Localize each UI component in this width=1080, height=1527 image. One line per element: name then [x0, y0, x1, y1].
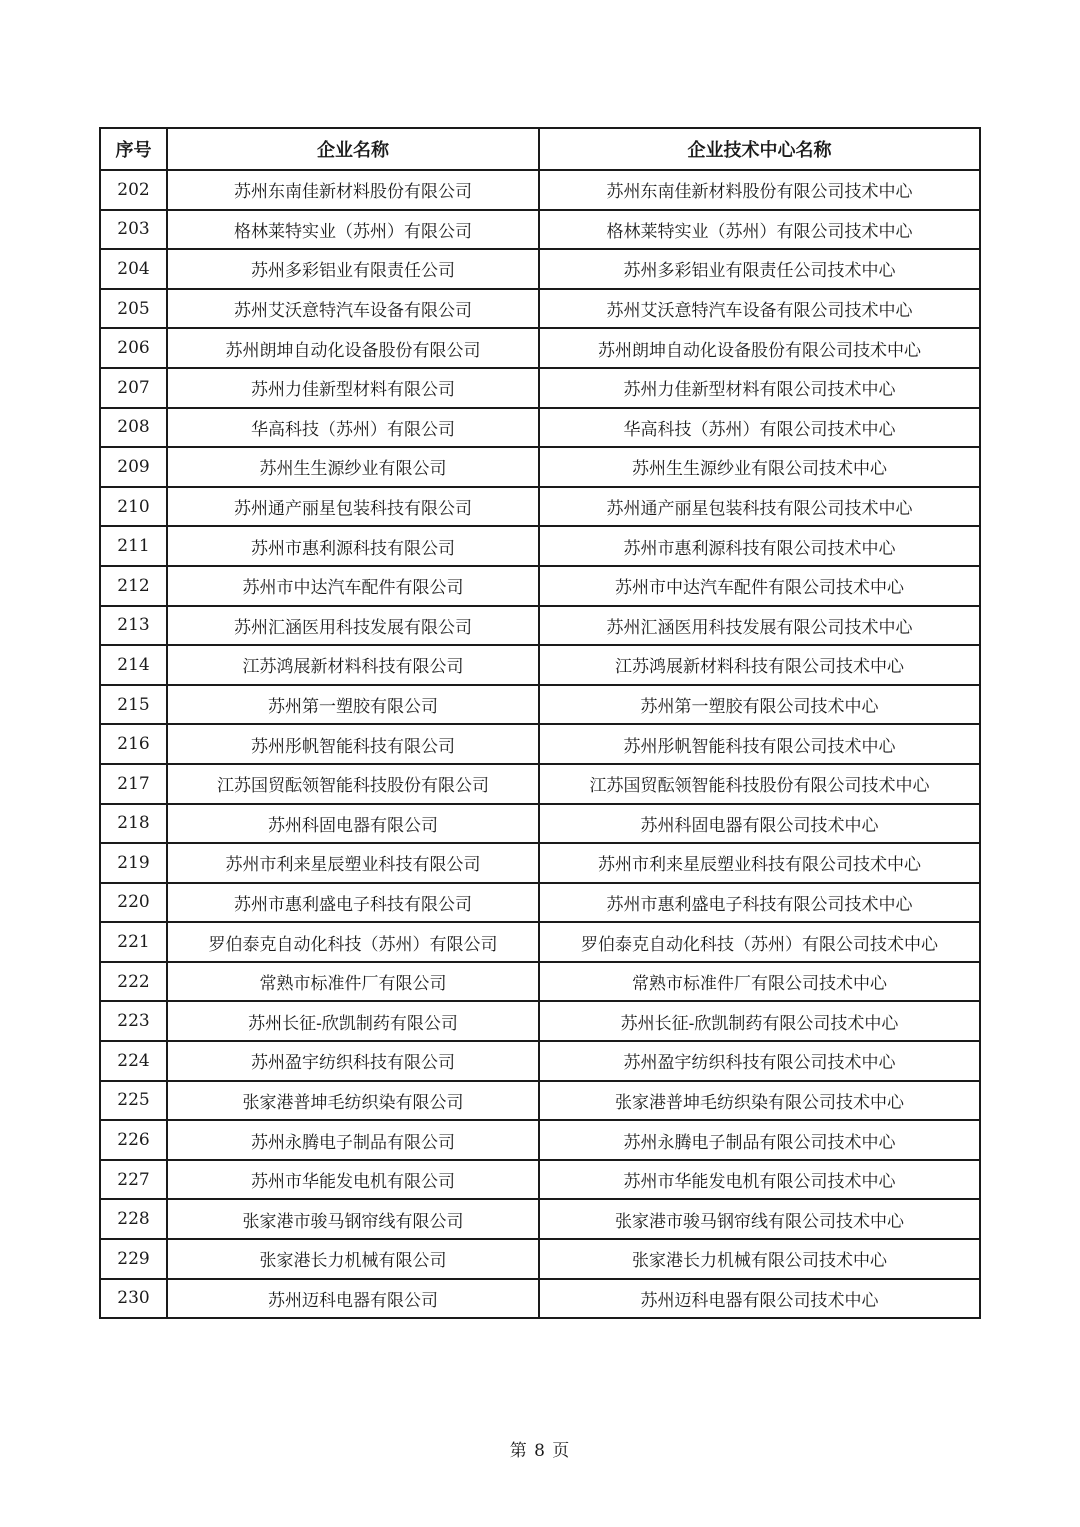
tech-center-name-cell: 江苏国贸酝领智能科技股份有限公司技术中心 [539, 764, 980, 804]
seq-cell: 203 [100, 210, 167, 250]
seq-cell: 207 [100, 368, 167, 408]
tech-center-name-cell: 江苏鸿展新材料科技有限公司技术中心 [539, 645, 980, 685]
table-row [100, 843, 980, 883]
table-row [100, 962, 980, 1002]
company-name-cell: 苏州市惠利盛电子科技有限公司 [167, 883, 539, 923]
tech-center-name-cell: 华高科技（苏州）有限公司技术中心 [539, 408, 980, 448]
tech-center-name-cell: 苏州通产丽星包装科技有限公司技术中心 [539, 487, 980, 527]
header-tech-center-name: 企业技术中心名称 [539, 128, 980, 170]
company-name-cell: 苏州第一塑胶有限公司 [167, 685, 539, 725]
seq-cell: 214 [100, 645, 167, 685]
company-name-cell: 苏州迈科电器有限公司 [167, 1279, 539, 1319]
tech-center-name-cell: 苏州长征-欣凯制药有限公司技术中心 [539, 1001, 980, 1041]
table-row [100, 447, 980, 487]
seq-cell: 217 [100, 764, 167, 804]
table-row [100, 1160, 980, 1200]
seq-cell: 228 [100, 1199, 167, 1239]
company-name-cell: 苏州艾沃意特汽车设备有限公司 [167, 289, 539, 329]
table-row [100, 724, 980, 764]
seq-cell: 206 [100, 328, 167, 368]
table-row [100, 289, 980, 329]
tech-center-name-cell: 张家港市骏马钢帘线有限公司技术中心 [539, 1199, 980, 1239]
table-row [100, 1239, 980, 1279]
company-name-cell: 罗伯泰克自动化科技（苏州）有限公司 [167, 922, 539, 962]
company-name-cell: 常熟市标准件厂有限公司 [167, 962, 539, 1002]
page-number: 第 8 页 [509, 1441, 571, 1461]
company-name-cell: 苏州多彩铝业有限责任公司 [167, 249, 539, 289]
table-row [100, 1279, 980, 1319]
seq-cell: 221 [100, 922, 167, 962]
table-row [100, 645, 980, 685]
company-name-cell: 华高科技（苏州）有限公司 [167, 408, 539, 448]
table-row [100, 764, 980, 804]
table-row [100, 1041, 980, 1081]
seq-cell: 210 [100, 487, 167, 527]
table-row [100, 804, 980, 844]
company-name-cell: 苏州生生源纱业有限公司 [167, 447, 539, 487]
seq-cell: 229 [100, 1239, 167, 1279]
tech-center-name-cell: 苏州科固电器有限公司技术中心 [539, 804, 980, 844]
company-name-cell: 苏州市利来星辰塑业科技有限公司 [167, 843, 539, 883]
company-name-cell: 苏州市中达汽车配件有限公司 [167, 566, 539, 606]
seq-cell: 209 [100, 447, 167, 487]
table-row [100, 922, 980, 962]
company-name-cell: 苏州通产丽星包装科技有限公司 [167, 487, 539, 527]
table-row [100, 408, 980, 448]
seq-cell: 204 [100, 249, 167, 289]
table-row [100, 249, 980, 289]
table-row [100, 368, 980, 408]
table-row [100, 526, 980, 566]
tech-center-name-cell: 格林莱特实业（苏州）有限公司技术中心 [539, 210, 980, 250]
enterprise-tech-center-table-wrap [99, 127, 979, 1319]
tech-center-name-cell: 苏州汇涵医用科技发展有限公司技术中心 [539, 606, 980, 646]
tech-center-name-cell: 苏州力佳新型材料有限公司技术中心 [539, 368, 980, 408]
table-row [100, 210, 980, 250]
table-row [100, 606, 980, 646]
table-row [100, 566, 980, 606]
seq-cell: 230 [100, 1279, 167, 1319]
tech-center-name-cell: 苏州市华能发电机有限公司技术中心 [539, 1160, 980, 1200]
company-name-cell: 苏州东南佳新材料股份有限公司 [167, 170, 539, 210]
header-company-name: 企业名称 [167, 128, 539, 170]
tech-center-name-cell: 苏州永腾电子制品有限公司技术中心 [539, 1120, 980, 1160]
seq-cell: 225 [100, 1081, 167, 1121]
enterprise-tech-center-table [99, 127, 981, 1319]
company-name-cell: 苏州盈宇纺织科技有限公司 [167, 1041, 539, 1081]
header-seq: 序号 [100, 128, 167, 170]
seq-cell: 215 [100, 685, 167, 725]
company-name-cell: 张家港市骏马钢帘线有限公司 [167, 1199, 539, 1239]
tech-center-name-cell: 常熟市标准件厂有限公司技术中心 [539, 962, 980, 1002]
company-name-cell: 张家港普坤毛纺织染有限公司 [167, 1081, 539, 1121]
table-row [100, 1081, 980, 1121]
seq-cell: 226 [100, 1120, 167, 1160]
table-row [100, 883, 980, 923]
seq-cell: 219 [100, 843, 167, 883]
table-row [100, 1001, 980, 1041]
company-name-cell: 格林莱特实业（苏州）有限公司 [167, 210, 539, 250]
company-name-cell: 江苏国贸酝领智能科技股份有限公司 [167, 764, 539, 804]
tech-center-name-cell: 苏州迈科电器有限公司技术中心 [539, 1279, 980, 1319]
table-row [100, 170, 980, 210]
company-name-cell: 苏州彤帆智能科技有限公司 [167, 724, 539, 764]
company-name-cell: 苏州市华能发电机有限公司 [167, 1160, 539, 1200]
seq-cell: 213 [100, 606, 167, 646]
company-name-cell: 苏州永腾电子制品有限公司 [167, 1120, 539, 1160]
company-name-cell: 张家港长力机械有限公司 [167, 1239, 539, 1279]
tech-center-name-cell: 苏州市惠利盛电子科技有限公司技术中心 [539, 883, 980, 923]
company-name-cell: 江苏鸿展新材料科技有限公司 [167, 645, 539, 685]
table-row [100, 487, 980, 527]
tech-center-name-cell: 苏州市利来星辰塑业科技有限公司技术中心 [539, 843, 980, 883]
tech-center-name-cell: 张家港长力机械有限公司技术中心 [539, 1239, 980, 1279]
table-row [100, 328, 980, 368]
seq-cell: 216 [100, 724, 167, 764]
tech-center-name-cell: 苏州东南佳新材料股份有限公司技术中心 [539, 170, 980, 210]
seq-cell: 211 [100, 526, 167, 566]
table-row [100, 685, 980, 725]
company-name-cell: 苏州汇涵医用科技发展有限公司 [167, 606, 539, 646]
tech-center-name-cell: 苏州生生源纱业有限公司技术中心 [539, 447, 980, 487]
tech-center-name-cell: 苏州多彩铝业有限责任公司技术中心 [539, 249, 980, 289]
company-name-cell: 苏州朗坤自动化设备股份有限公司 [167, 328, 539, 368]
tech-center-name-cell: 苏州彤帆智能科技有限公司技术中心 [539, 724, 980, 764]
tech-center-name-cell: 苏州艾沃意特汽车设备有限公司技术中心 [539, 289, 980, 329]
tech-center-name-cell: 苏州市惠利源科技有限公司技术中心 [539, 526, 980, 566]
table-row [100, 1120, 980, 1160]
tech-center-name-cell: 苏州盈宇纺织科技有限公司技术中心 [539, 1041, 980, 1081]
company-name-cell: 苏州科固电器有限公司 [167, 804, 539, 844]
seq-cell: 220 [100, 883, 167, 923]
seq-cell: 227 [100, 1160, 167, 1200]
tech-center-name-cell: 苏州朗坤自动化设备股份有限公司技术中心 [539, 328, 980, 368]
seq-cell: 222 [100, 962, 167, 1002]
seq-cell: 205 [100, 289, 167, 329]
company-name-cell: 苏州力佳新型材料有限公司 [167, 368, 539, 408]
seq-cell: 224 [100, 1041, 167, 1081]
seq-cell: 223 [100, 1001, 167, 1041]
tech-center-name-cell: 苏州市中达汽车配件有限公司技术中心 [539, 566, 980, 606]
company-name-cell: 苏州市惠利源科技有限公司 [167, 526, 539, 566]
tech-center-name-cell: 张家港普坤毛纺织染有限公司技术中心 [539, 1081, 980, 1121]
tech-center-name-cell: 苏州第一塑胶有限公司技术中心 [539, 685, 980, 725]
table-header-row [100, 128, 980, 170]
seq-cell: 208 [100, 408, 167, 448]
seq-cell: 218 [100, 804, 167, 844]
tech-center-name-cell: 罗伯泰克自动化科技（苏州）有限公司技术中心 [539, 922, 980, 962]
company-name-cell: 苏州长征-欣凯制药有限公司 [167, 1001, 539, 1041]
seq-cell: 212 [100, 566, 167, 606]
table-row [100, 1199, 980, 1239]
seq-cell: 202 [100, 170, 167, 210]
table-body [100, 170, 980, 1318]
